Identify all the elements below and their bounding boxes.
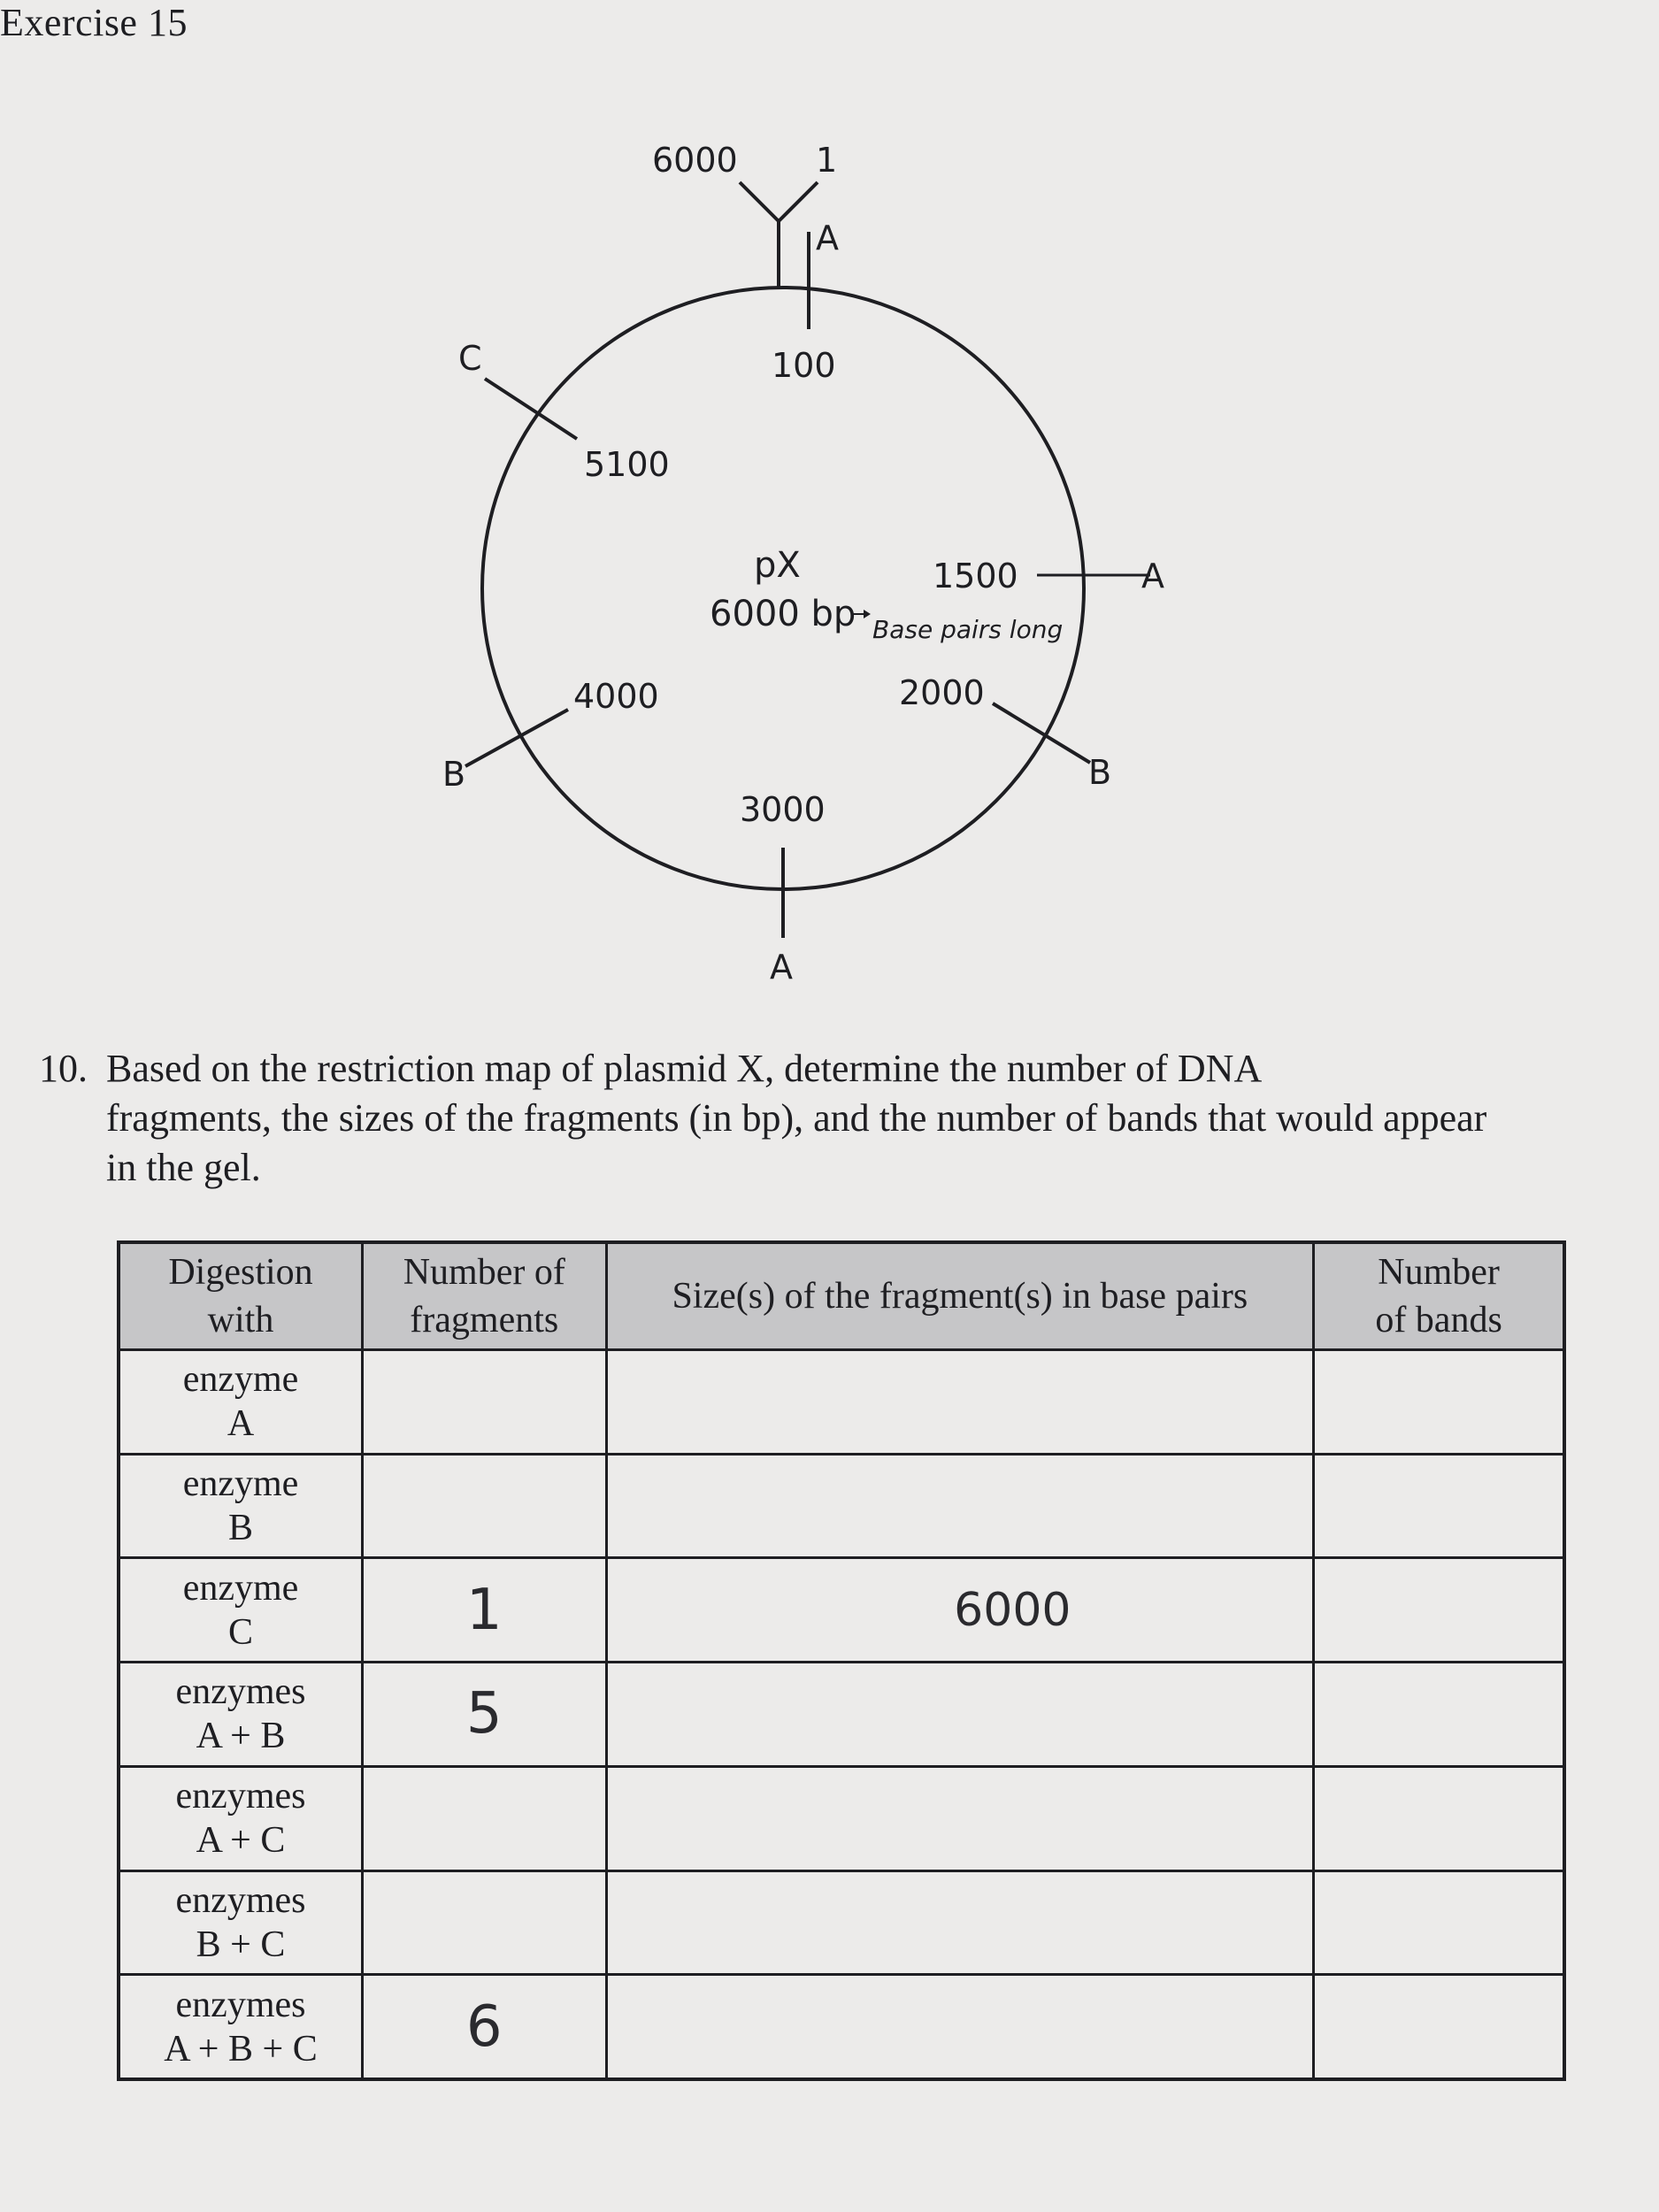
bands-cell[interactable] bbox=[1314, 1350, 1564, 1455]
table-row bbox=[119, 1454, 1564, 1558]
fragments-cell[interactable] bbox=[363, 1350, 607, 1455]
fragments-cell[interactable] bbox=[363, 1454, 607, 1558]
cut-b-left bbox=[465, 710, 568, 766]
sizes-cell[interactable] bbox=[606, 1870, 1314, 1975]
cut-c bbox=[485, 379, 577, 439]
position-5100-label: 5100 bbox=[584, 445, 670, 484]
sizes-cell[interactable] bbox=[606, 1454, 1314, 1558]
row-label-line2: C bbox=[228, 1611, 254, 1653]
plasmid-name: pX bbox=[754, 545, 801, 586]
table-row bbox=[119, 1350, 1564, 1455]
question-text-3: in the gel. bbox=[106, 1146, 261, 1189]
row-label bbox=[119, 1766, 363, 1870]
row-label bbox=[119, 1663, 363, 1767]
row-label-line1: enzymes bbox=[175, 1879, 306, 1921]
table-row bbox=[119, 1663, 1564, 1767]
sizes-cell[interactable] bbox=[606, 1350, 1314, 1455]
row-label bbox=[119, 1870, 363, 1975]
bands-cell[interactable] bbox=[1314, 1558, 1564, 1663]
origin-branch-right bbox=[779, 182, 818, 221]
row-label-line1: enzymes bbox=[175, 1984, 306, 2025]
header-digestion-line2: with bbox=[207, 1300, 274, 1340]
header-fragments-line2: fragments bbox=[410, 1300, 559, 1340]
position-4000-label: 4000 bbox=[573, 677, 659, 716]
row-label bbox=[119, 1558, 363, 1663]
row-label-line1: enzyme bbox=[182, 1567, 299, 1609]
table-row bbox=[119, 1766, 1564, 1870]
question-text-2: fragments, the sizes of the fragments (in bp), and the number of bands that would appear bbox=[106, 1096, 1487, 1140]
origin-branch-left bbox=[740, 182, 779, 221]
position-1500-label: 1500 bbox=[933, 557, 1018, 595]
row-label-line1: enzyme bbox=[182, 1463, 299, 1505]
row-label-line2: B bbox=[228, 1508, 254, 1549]
bands-cell[interactable] bbox=[1314, 1975, 1564, 2079]
row-label-line2: A + C bbox=[196, 1820, 286, 1862]
row-label-line2: B + C bbox=[196, 1924, 286, 1965]
sizes-cell[interactable] bbox=[606, 1975, 1314, 2079]
position-2000-label: 2000 bbox=[899, 673, 985, 712]
row-label-line1: enzymes bbox=[175, 1776, 306, 1817]
bands-cell[interactable] bbox=[1314, 1454, 1564, 1558]
header-bands-line1: Number bbox=[1378, 1252, 1500, 1293]
enzyme-a-top-label: A bbox=[816, 219, 839, 257]
enzyme-c-label: C bbox=[458, 339, 482, 378]
header-number-of-fragments bbox=[363, 1242, 607, 1350]
plasmid-restriction-map bbox=[0, 0, 1659, 1018]
digestion-results-table bbox=[117, 1240, 1566, 2081]
table-row bbox=[119, 1975, 1564, 2079]
cut-b-right bbox=[993, 703, 1090, 763]
fragments-cell[interactable] bbox=[363, 1766, 607, 1870]
fragments-cell[interactable]: 1 bbox=[363, 1558, 607, 1663]
bands-cell[interactable] bbox=[1314, 1663, 1564, 1767]
position-3000-label: 3000 bbox=[740, 790, 826, 829]
note-arrowhead bbox=[864, 610, 871, 618]
question-line-1 bbox=[39, 1044, 1605, 1094]
table-header-row bbox=[119, 1242, 1564, 1350]
enzyme-a-bottom-label: A bbox=[770, 948, 793, 987]
row-label-line1: enzymes bbox=[175, 1671, 306, 1713]
table-row bbox=[119, 1558, 1564, 1663]
row-label-line2: A + B + C bbox=[164, 2028, 318, 2070]
row-label bbox=[119, 1350, 363, 1455]
question-text-1: Based on the restriction map of plasmid X, determine the number of DNA bbox=[106, 1047, 1263, 1090]
bands-cell[interactable] bbox=[1314, 1766, 1564, 1870]
plasmid-size: 6000 bp bbox=[710, 594, 856, 634]
header-number-of-bands bbox=[1314, 1242, 1564, 1350]
position-1-label: 1 bbox=[816, 141, 838, 180]
position-100-label: 100 bbox=[772, 346, 836, 385]
fragments-cell[interactable]: 5 bbox=[363, 1663, 607, 1767]
handwritten-size-note: Base pairs long bbox=[872, 615, 1064, 644]
fragments-cell[interactable]: 6 bbox=[363, 1975, 607, 2079]
enzyme-b-right-label: B bbox=[1088, 753, 1112, 792]
question-number: 10. bbox=[39, 1047, 88, 1090]
header-bands-line2: of bands bbox=[1375, 1300, 1502, 1340]
header-digestion bbox=[119, 1242, 363, 1350]
sizes-cell[interactable] bbox=[606, 1663, 1314, 1767]
enzyme-a-right-label: A bbox=[1141, 557, 1164, 595]
row-label bbox=[119, 1454, 363, 1558]
fragments-cell[interactable] bbox=[363, 1870, 607, 1975]
header-fragments-line1: Number of bbox=[403, 1252, 565, 1293]
question-10 bbox=[39, 1044, 1605, 1193]
sizes-cell[interactable]: 6000 bbox=[606, 1558, 1314, 1663]
row-label-line2: A bbox=[227, 1403, 255, 1445]
row-label-line1: enzyme bbox=[182, 1359, 299, 1401]
position-6000-label: 6000 bbox=[652, 141, 738, 180]
sizes-cell[interactable] bbox=[606, 1766, 1314, 1870]
exercise-title: Exercise 15 bbox=[0, 1, 188, 44]
header-digestion-line1: Digestion bbox=[168, 1252, 313, 1293]
table-row bbox=[119, 1870, 1564, 1975]
bands-cell[interactable] bbox=[1314, 1870, 1564, 1975]
header-fragment-sizes: Size(s) of the fragment(s) in base pairs bbox=[606, 1242, 1314, 1350]
enzyme-b-left-label: B bbox=[442, 755, 466, 794]
row-label-line2: A + B bbox=[196, 1716, 286, 1757]
row-label bbox=[119, 1975, 363, 2079]
